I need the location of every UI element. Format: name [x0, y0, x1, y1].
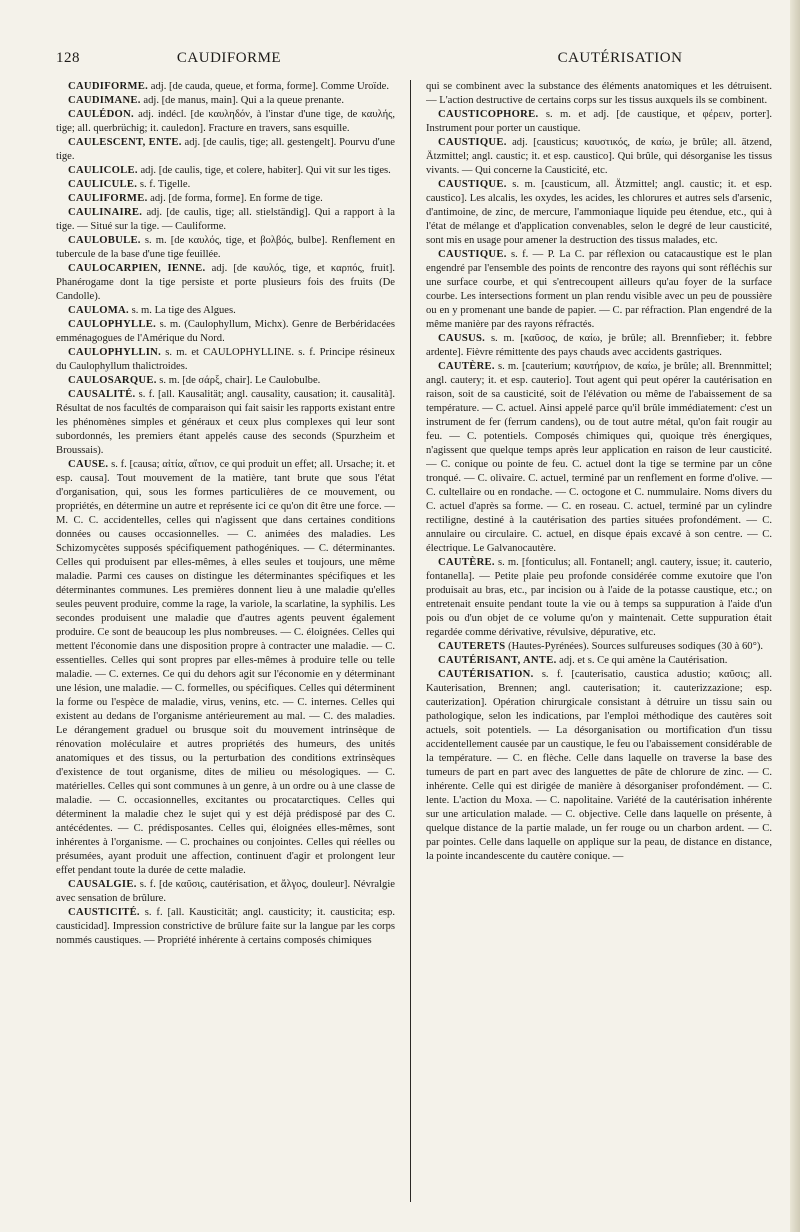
entry-headword: CAUDIFORME.	[68, 81, 149, 92]
dictionary-entry	[56, 262, 395, 304]
entry-headword: CAUSTICITÉ.	[68, 907, 140, 918]
entry-headword: CAULESCENT, ENTE.	[68, 137, 182, 148]
page-edge	[790, 0, 800, 1232]
dictionary-entry	[56, 906, 395, 948]
dictionary-entry	[56, 94, 395, 108]
entry-definition: s. m. et adj. [de caustique, et φέρειν, porter]. Instrument pour porter un caustique.	[426, 109, 772, 134]
entry-headword: CAUSTIQUE.	[438, 249, 507, 260]
entry-headword: CAUSE.	[68, 459, 109, 470]
entry-headword: CAULICULE.	[68, 179, 138, 190]
dictionary-entry	[56, 80, 395, 94]
dictionary-entry	[426, 360, 772, 556]
entry-definition: adj. [de cauda, queue, et forma, forme]. Comme Uroïde.	[148, 81, 390, 92]
entry-definition: qui se combinent avec la substance des éléments anatomiques et les détruisent. — L'action destructive de certains corps sur les tissus auxquels ils se combinent.	[426, 81, 772, 106]
entry-headword: CAULIFORME.	[68, 193, 148, 204]
entry-headword: CAULOPHYLLE.	[68, 319, 157, 330]
entry-definition: s. f. — P. La C. par réflexion ou catacaustique est le plan engendré par l'ensemble des points de rencontre des rayons qui sont réfléchis sur une surface courbe, et qui s'entrecoupent ailleurs qu'au foyer de la surface courbe. Les intersections forment un plan rendu visible avec un peu de poussière ou en y promenant une bande de papier. — C. par réfraction. Plan engendré de la même manière par des rayons réfractés.	[426, 249, 772, 330]
entry-definition: s. f. [cauterisatio, caustica adustio; καῦσις; all. Kauterisation, Brennen; angl. cauterisation; it. cauterizzazione; esp. cauterization]. Opération chirurgicale consistant à détruire un tissu sain ou pathologique, selon les indications, par l'emploi méthodique des cautères soit actuels, soit potentiels. — La désorganisation ou mortification d'un tissu accidentellement causée par un caustique, le feu ou l'abaissement considérable de la température. — C. en flèche. Celle dans laquelle on traverse la base des tumeurs de part en part avec des languettes de pâte de chlorure de zinc. — C. inhérente. Celle qui est dirigée de manière à désorganiser profondément. — C. lente. L'action du Moxa. — C. napolitaine. Variété de la cautérisation inhérente sur une articulation malade. — C. objective. Celle dans laquelle on présente, à quelque distance de la partie malade, un fer rouge ou un charbon ardent. — C. par pointes. Celle dans laquelle on applique sur la peau, de distance en distance, la pointe incandescente du cautère conique. —	[426, 669, 772, 862]
entry-definition: adj. [de caulis, tige, et colere, habiter]. Qui vit sur les tiges.	[137, 165, 391, 176]
entry-headword: CAUSTICOPHORE.	[438, 109, 539, 120]
entry-definition: adj. et s. Ce qui amène la Cautérisation.	[556, 655, 728, 666]
dictionary-entry	[426, 108, 772, 136]
entry-headword: CAUTÈRE.	[438, 557, 495, 568]
entry-definition: s. m. et CAULOPHYLLINE. s. f. Principe résineux du Caulophyllum thalictroides.	[56, 347, 395, 372]
dictionary-entry	[56, 304, 395, 318]
entry-definition: s. m. [causticum, all. Ätzmittel; angl. caustic; it. et esp. caustico]. Les alcalis, les oxydes, les acides, les chlorures et autres sels d'arsenic, d'antimoine, de zinc, de mercure, l'ammoniaque liquide peu étendue, etc., qui à l'état de mélange et d'application convenables, selon le degré de leur causticité, sont mis en usage pour amener la destruction des tissus malades, etc.	[426, 179, 772, 246]
entry-definition: s. m. [de σάρξ, chair]. Le Caulobulbe.	[156, 375, 321, 386]
entry-definition: adj. [de καυλός, tige, et καρπός, fruit]. Phanérogame dont la tige persiste et porte plusieurs fois des fruits (De Candolle).	[56, 263, 395, 302]
entry-headword: CAULINAIRE.	[68, 207, 143, 218]
entry-headword: CAULOCARPIEN, IENNE.	[68, 263, 206, 274]
entry-definition: adj. [de caulis, tige; all. gestengelt]. Pourvu d'une tige.	[56, 137, 395, 162]
entry-definition: s. f. [all. Kausalität; angl. causality, causation; it. causalità]. Résultat de nos facultés de comparaison qui fait saisir les rapports existant entre les phénomènes simples et généraux et ceux plus complexes qui leur sont subordonnés, les premiers étant appelés cause des seconds (Spurzheim et Broussais).	[56, 389, 395, 456]
page-header	[56, 50, 784, 70]
dictionary-entry	[56, 206, 395, 234]
entry-headword: CAUDIMANE.	[68, 95, 141, 106]
dictionary-entry	[56, 878, 395, 906]
right-column	[426, 80, 772, 1202]
entry-definition: adj. [de caulis, tige; all. stielständig]. Qui a rapport à la tige. — Situé sur la tige. — Cauliforme.	[56, 207, 395, 232]
entry-headword: CAUSALGIE.	[68, 879, 137, 890]
entry-headword: CAUSUS.	[438, 333, 486, 344]
dictionary-entry	[56, 346, 395, 374]
entry-headword: CAULOPHYLLIN.	[68, 347, 162, 358]
entry-definition: s. m. (Caulophyllum, Michx). Genre de Berbéridacées emménagogues de l'Amérique du Nord.	[56, 319, 395, 344]
dictionary-entry	[56, 388, 395, 458]
entry-definition: adj. indécl. [de καυληδόν, à l'instar d'une tige, de καυλής, tige; all. querbrüchig; it. cauledon]. Fracture en travers, sans esquille.	[56, 109, 395, 134]
column-divider	[410, 80, 411, 1202]
dictionary-entry	[426, 136, 772, 178]
dictionary-entry	[426, 654, 772, 668]
dictionary-entry	[426, 80, 772, 108]
entry-definition: adj. [causticus; καυστικός, de καίω, je brûle; all. ätzend, Ätzmittel; angl. caustic; it. et esp. caustico]. Qui brûle, qui désorganise les tissus vivants. — Qui concerne la Causticité, etc.	[426, 137, 772, 176]
entry-headword: CAUTÉRISANT, ANTE.	[438, 655, 557, 666]
dictionary-entry	[56, 234, 395, 262]
entry-definition: s. m. [fonticulus; all. Fontanell; angl. cautery, issue; it. cauterio, fontanella]. — Petite plaie peu profonde considérée comme exutoire que l'on produisait au bras, etc., par incision ou à l'aide de la potasse caustique, etc.; on entretenait ensuite pendant toute la vie ou à temps sa suppuration à l'aide d'un pois ou d'un objet de ce volume qu'on y maintenait. Cette suppuration était regardée comme dérivative, révulsive, dépurative, etc.	[426, 557, 772, 638]
dictionary-entry	[56, 374, 395, 388]
dictionary-entry	[426, 248, 772, 332]
dictionary-entry	[426, 556, 772, 640]
dictionary-entry	[56, 164, 395, 178]
dictionary-entry	[56, 136, 395, 164]
left-column	[56, 80, 395, 1202]
entry-headword: CAULOSARQUE.	[68, 375, 157, 386]
dictionary-entry	[426, 640, 772, 654]
dictionary-entry	[56, 192, 395, 206]
dictionary-entry	[426, 668, 772, 864]
entry-headword: CAULOMA.	[68, 305, 129, 316]
entry-definition: adj. [de manus, main]. Qui a la queue prenante.	[140, 95, 345, 106]
dictionary-entry	[56, 458, 395, 878]
entry-definition: s. m. [de καυλός, tige, et βολβός, bulbe]. Renflement en tubercule de la base d'une tige feuillée.	[56, 235, 395, 260]
entry-headword: CAUSTIQUE.	[438, 179, 507, 190]
entry-definition: s. f. [de καῦσις, cautérisation, et ἄλγος, douleur]. Névralgie avec sensation de brûlure.	[56, 879, 395, 904]
entry-definition: (Hautes-Pyrénées). Sources sulfureuses sodiques (30 à 60°).	[505, 641, 764, 652]
entry-definition: s. m. La tige des Algues.	[128, 305, 236, 316]
dictionary-entry	[426, 332, 772, 360]
entry-headword: CAUTERETS	[438, 641, 506, 652]
entry-definition: s. f. [all. Kausticität; angl. causticity; it. causticita; esp. causticidad]. Impression constrictive de brûlure faite sur la langue par les corps nommés caustiques. — Propriété inhérente à certains composés chimiques	[56, 907, 395, 946]
entry-headword: CAUTÈRE.	[438, 361, 495, 372]
entry-definition: s. f. Tigelle.	[137, 179, 191, 190]
running-title-right: CAUTÉRISATION	[557, 50, 683, 66]
dictionary-entry	[56, 318, 395, 346]
entry-headword: CAULICOLE.	[68, 165, 138, 176]
entry-headword: CAULOBULE.	[68, 235, 141, 246]
entry-definition: s. m. [cauterium; καυτήριον, de καίω, je brûle; all. Brennmittel; angl. cautery; it. et esp. cauterio]. Tout agent qui peut opérer la cautérisation en raison, soit de sa causticité, soit de l'élévation ou même de l'abaissement de sa température. — C. actuel. Ainsi appelé parce qu'il brûle immédiatement: c'est un instrument de fer (ferrum candens), ou de tout autre métal, qu'on fait rougir au feu. — C. potentiels. Composés chimiques qui, quoique très énergiques, n'agissent que quelque temps après leur application en raison de leur causticité. — C. conique ou pointe de feu. C. actuel dont la tige se termine par un cône tronqué. — C. olivaire. C. actuel, terminé par un renflement en forme d'olive. — C. cultellaire ou en rondache. — C. octogone et C. nummulaire. Noms divers du C. actuel d'après sa forme. — C. en roseau. C. actuel, terminé par un cylindre rectiligne, destiné à la cautérisation des parties situées profondément. — C. annulaire ou circulaire. C. actuel, en disque épais excavé à son centre. — C. électrique. Le Galvanocautère.	[426, 361, 772, 554]
running-title-left: CAUDIFORME	[176, 50, 282, 66]
entry-definition: s. m. [καῦσος, de καίω, je brûle; all. Brennfieber; it. febbre ardente]. Fièvre rémittente des pays chauds avec accidents gastriques.	[426, 333, 772, 358]
dictionary-entry	[426, 178, 772, 248]
page-number: 128	[56, 50, 80, 66]
entry-headword: CAULÉDON.	[68, 109, 134, 120]
dictionary-entry	[56, 108, 395, 136]
dictionary-entry	[56, 178, 395, 192]
entry-definition: s. f. [causa; αἰτία, αἴτιον, ce qui produit un effet; all. Ursache; it. et esp. causa]. Tout mouvement de la matière, tant brute que sous l'état d'organisation, qui, sous les formes particulières de ce mouvement, ou propriétés, en détermine un autre et représente ici ce qu'on dit être une force. — M. C. C. accidentelles, celles qui n'agissent que dans certaines conditions données ou causes occasionnelles. — C. animées des maladies. Les Schizomycètes supposés spécifiquement pathogéniques. — C. déterminantes. Celles qui produisent par elles-mêmes, à elles seules et toujours, une même maladie. Parmi ces causes on distingue les déterminantes spécifiques et les déterminantes communes. Les premières donnent lieu à une maladie qu'elles seules peuvent produire, comme la rage, la variole, la scarlatine, la syphilis. Les secondes produisent une maladie que d'autres agents peuvent également produire. Ce sont de beaucoup les plus nombreuses. — C. éloignées. Celles qui mettent l'économie dans une disposition propre à contracter une maladie. — C. essentielles. Celles qui sont propres par elles-mêmes à produire telle ou telle maladie. — C. externes. Ce qui du dehors agit sur l'économie en y déterminant une lésion, une maladie. — C. formelles, ou spécifiques. Celles qui déterminent la forme ou l'espèce de maladie, virus, venins, etc. — C. internes. Celles qui existent au dedans de l'organisme antérieurement au mal. — C. des maladies. Le dérangement graduel ou brusque soit du mouvement intrinsèque de rénovation moléculaire et autres propriétés des humeurs, des unités anatomiques et des tissus, ou la perturbation des conditions extrinsèques d'existence de tout organisme, dites de milieu ou mésologiques. — C. matérielles. Celles qui sont communes à un genre, à un ordre ou à une classe de maladie. — C. occasionnelles, excitantes ou procatarctiques. Celles qui déterminent la maladie chez le sujet qui y est déjà prédisposé par des C. antécédentes. — C. prédisposantes. Celles qui, éloignées elles-mêmes, sont inhérentes à l'organisme. — C. prochaines ou conjointes. Celles qui réelles ou présumées, ayant produit une affection, continuent d'agir et prolongent leur effet pendant toute la durée de cette maladie.	[56, 459, 395, 876]
entry-headword: CAUSTIQUE.	[438, 137, 507, 148]
entry-headword: CAUTÉRISATION.	[438, 669, 534, 680]
entry-definition: adj. [de forma, forme]. En forme de tige.	[147, 193, 323, 204]
entry-headword: CAUSALITÉ.	[68, 389, 136, 400]
